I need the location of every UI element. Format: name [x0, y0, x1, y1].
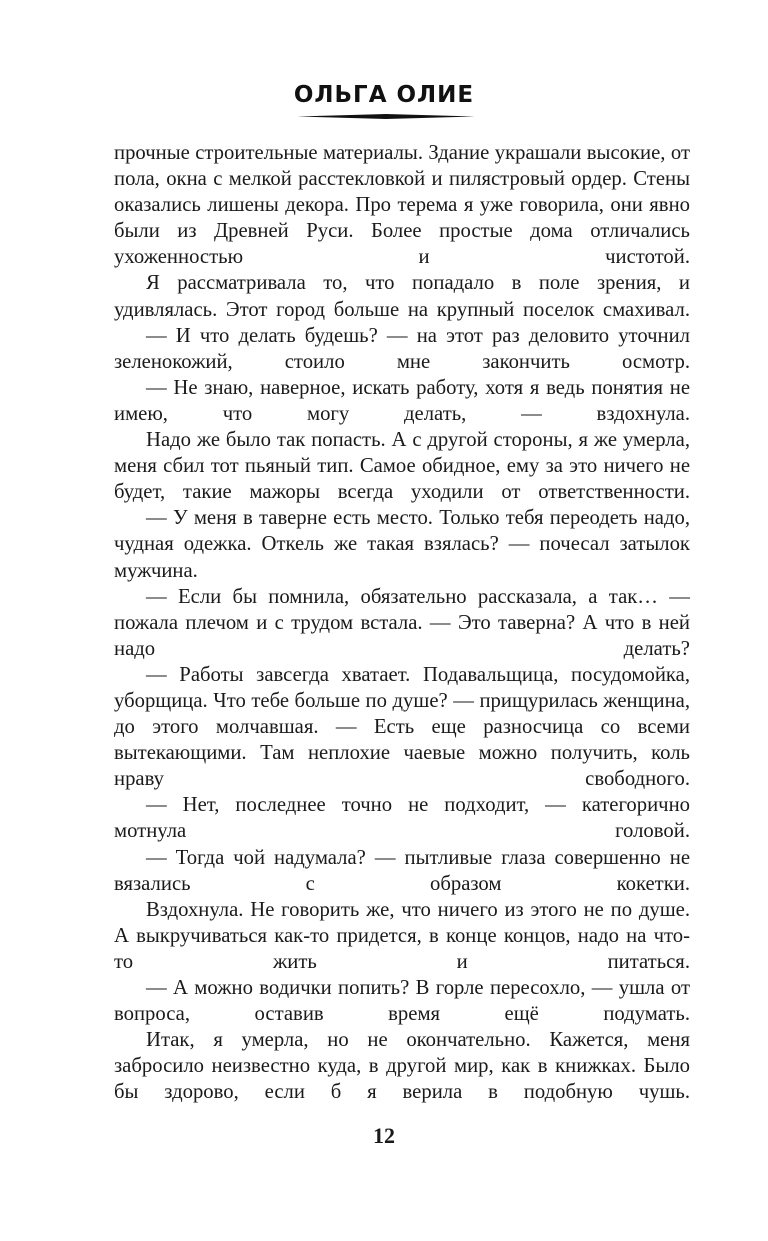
- paragraph: — А можно водички попить? В горле пересохло, — ушла от вопроса, оставив время ещё подумать.: [114, 977, 690, 1026]
- paragraph: — И что делать будешь? — на этот раз деловито уточнил зеленокожий, стоило мне закончить осмотр.: [114, 324, 690, 373]
- paragraph: — Если бы помнила, обязательно рассказала, а так… — пожала плечом и с трудом встала. — Это таверна? А что в ней надо делать?: [114, 585, 690, 660]
- paragraph: прочные строительные материалы. Здание украшали высокие, от пола, окна с мелкой расстекловкой и пилястровый ордер. Стены оказались лишены декора. Про терема я уже говорила, они явно были из Древней Руси. Более простые дома отличались ухоженностью и чистотой.: [114, 142, 690, 269]
- paragraph: — Тогда чой надумала? — пытливые глаза совершенно не вязались с образом кокетки.: [114, 846, 690, 895]
- paragraph: — Нет, последнее точно не подходит, — категорично мотнула головой.: [114, 794, 690, 843]
- paragraph: Итак, я умерла, но не окончательно. Кажется, меня забросило неизвестно куда, в другой мир, как в книжках. Было бы здорово, если б я верила в подобную чушь.: [114, 1029, 690, 1104]
- paragraph: Надо же было так попасть. А с другой стороны, я же умерла, меня сбил тот пьяный тип. Самое обидное, ему за это ничего не будет, такие мажоры всегда уходили от ответственности.: [114, 429, 690, 504]
- page-number: 12: [373, 1123, 395, 1148]
- paragraph: Вздохнула. Не говорить же, что ничего из этого не по душе. А выкручиваться как-то придется, в конце концов, надо на что-то жить и питаться.: [114, 898, 690, 973]
- running-header: [0, 82, 768, 108]
- paragraph: — Работы завсегда хватает. Подавальщица, посудомойка, уборщица. Что тебе больше по душе? — прищурилась женщина, до этого молчавшая. — Есть еще разносчица со всеми вытекающими. Там неплохие чаевые можно получить, коль нраву свободного.: [114, 663, 690, 791]
- paragraph: — Не знаю, наверное, искать работу, хотя я ведь понятия не имею, что могу делать, — вздохнула.: [114, 376, 690, 425]
- paragraph: Я рассматривала то, что попадало в поле зрения, и удивлялась. Этот город больше на крупный поселок смахивал.: [114, 272, 690, 321]
- paragraph: — У меня в таверне есть место. Только тебя переодеть надо, чудная одежка. Откель же такая взялась? — почесал затылок мужчина.: [114, 507, 690, 582]
- header-rule: [297, 114, 475, 119]
- author-name: ОЛЬГА ОЛИЕ: [293, 82, 475, 108]
- body-text: [114, 140, 690, 1105]
